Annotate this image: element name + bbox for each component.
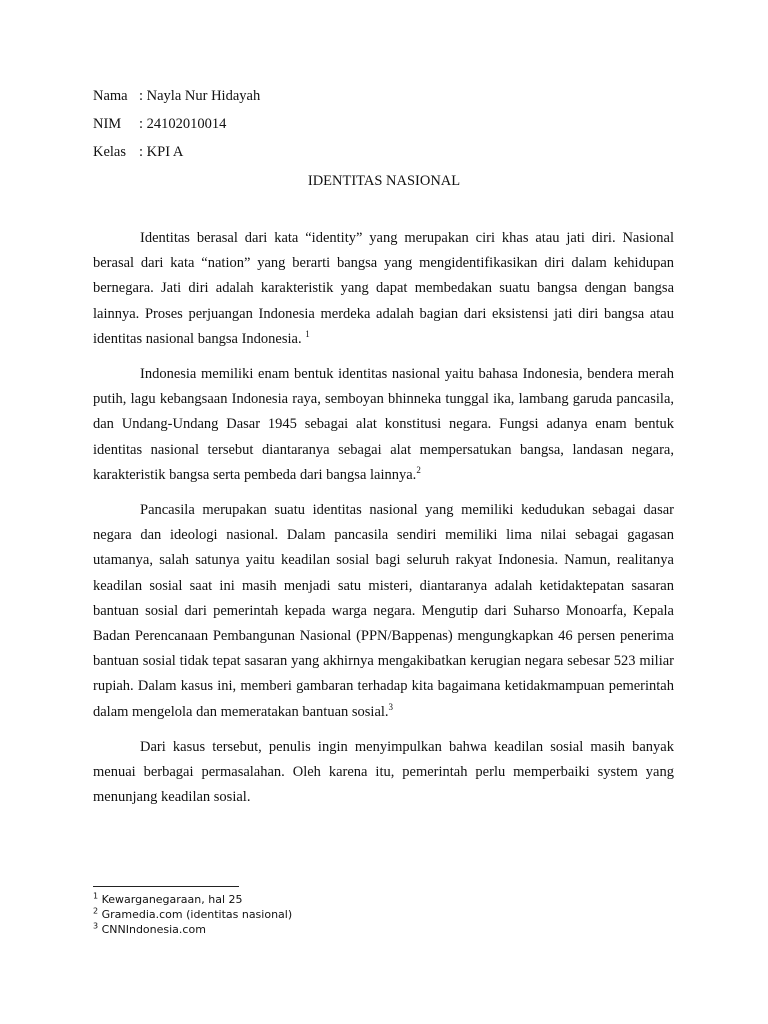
class-label: Kelas: [93, 144, 127, 160]
nim-label: NIM: [93, 116, 122, 132]
footnote-number: 2: [93, 906, 99, 916]
footnotes: [93, 892, 292, 937]
paragraph-2: [93, 362, 674, 488]
footnote-text: Gramedia.com (identitas nasional): [98, 908, 293, 921]
footnote-ref: 3: [388, 701, 394, 712]
paragraph-text: Pancasila merupakan suatu identitas nasional yang memiliki kedudukan sebagai dasar negara dan ideologi nasional. Dalam pancasila sendiri memiliki lima nilai sebagai gagasan utamanya, salah satunya yaitu keadilan sosial bagi seluruh rakyat Indonesia. Namun, realitanya keadilan sosial saat ini masih menjadi satu misteri, diantaranya adalah ketidaktepatan sasaran bantuan sosial dari pemerintah kepada warga negara. Mengutip dari Suharso Monoarfa, Kepala Badan Perencanaan Pembangunan Nasional (PPN/Bappenas) mengungkapkan 46 persen penerima bantuan sosial tidak tepat sasaran yang akhirnya mengakibatkan kerugian negara sebesar 523 miliar rupiah. Dalam kasus ini, memberi gambaran terhadap kita bagaimana ketidakmampuan pemerintah dalam mengelola dan memeratakan bantuan sosial.: [93, 502, 674, 720]
document-title: IDENTITAS NASIONAL: [307, 173, 461, 189]
paragraph-text: Indonesia memiliki enam bentuk identitas nasional yaitu bahasa Indonesia, bendera merah putih, lagu kebangsaan Indonesia raya, semboyan bhinneka tunggal ika, lambang garuda pancasila, dan Undang-Undang Dasar 1945 sebagai alat konstitusi negara. Fungsi adanya enam bentuk identitas nasional tersebut diantaranya sebagai alat mempersatukan bangsa, landasan negara, karakteristik bangsa serta pembeda dari bangsa lainnya.: [93, 366, 674, 483]
footnote-text: Kewarganegaraan, hal 25: [98, 893, 243, 906]
footnote-ref: 1: [305, 328, 310, 339]
student-info: [93, 86, 260, 170]
footnote-number: 3: [93, 921, 99, 931]
class-value: : KPI A: [139, 144, 184, 160]
class-row: [93, 142, 260, 170]
nim-row: [93, 114, 260, 142]
footnote-number: 1: [93, 891, 99, 901]
name-value: : Nayla Nur Hidayah: [139, 88, 261, 104]
paragraph-3: [93, 498, 674, 725]
footnote-separator: [93, 886, 239, 887]
paragraph-4: [93, 735, 674, 811]
footnote-text: CNNIndonesia.com: [98, 923, 206, 936]
paragraph-text: Dari kasus tersebut, penulis ingin menyimpulkan bahwa keadilan sosial masih banyak menuai berbagai permasalahan. Oleh karena itu, pemerintah perlu memperbaiki system yang menunjang keadilan sosial.: [93, 738, 674, 806]
paragraph-1: [93, 226, 674, 352]
footnote-1: [93, 892, 292, 907]
footnote-2: [93, 907, 292, 922]
name-label: Nama: [93, 88, 128, 104]
footnote-3: [93, 922, 292, 937]
name-row: [93, 86, 260, 114]
footnote-ref: 2: [416, 465, 421, 475]
document-body: [93, 226, 674, 820]
nim-value: : 24102010014: [139, 116, 227, 132]
paragraph-text: Identitas berasal dari kata “identity” yang merupakan ciri khas atau jati diri. Nasional berasal dari kata “nation” yang berarti bangsa yang mengidentifikasikan diri dalam kehidupan bernegara. Jati diri adalah karakteristik yang dapat membedakan suatu bangsa dengan bangsa lainnya. Proses perjuangan Indonesia merdeka adalah bagian dari eksistensi jati diri bangsa atau identitas nasional bangsa Indonesia.: [93, 230, 674, 347]
